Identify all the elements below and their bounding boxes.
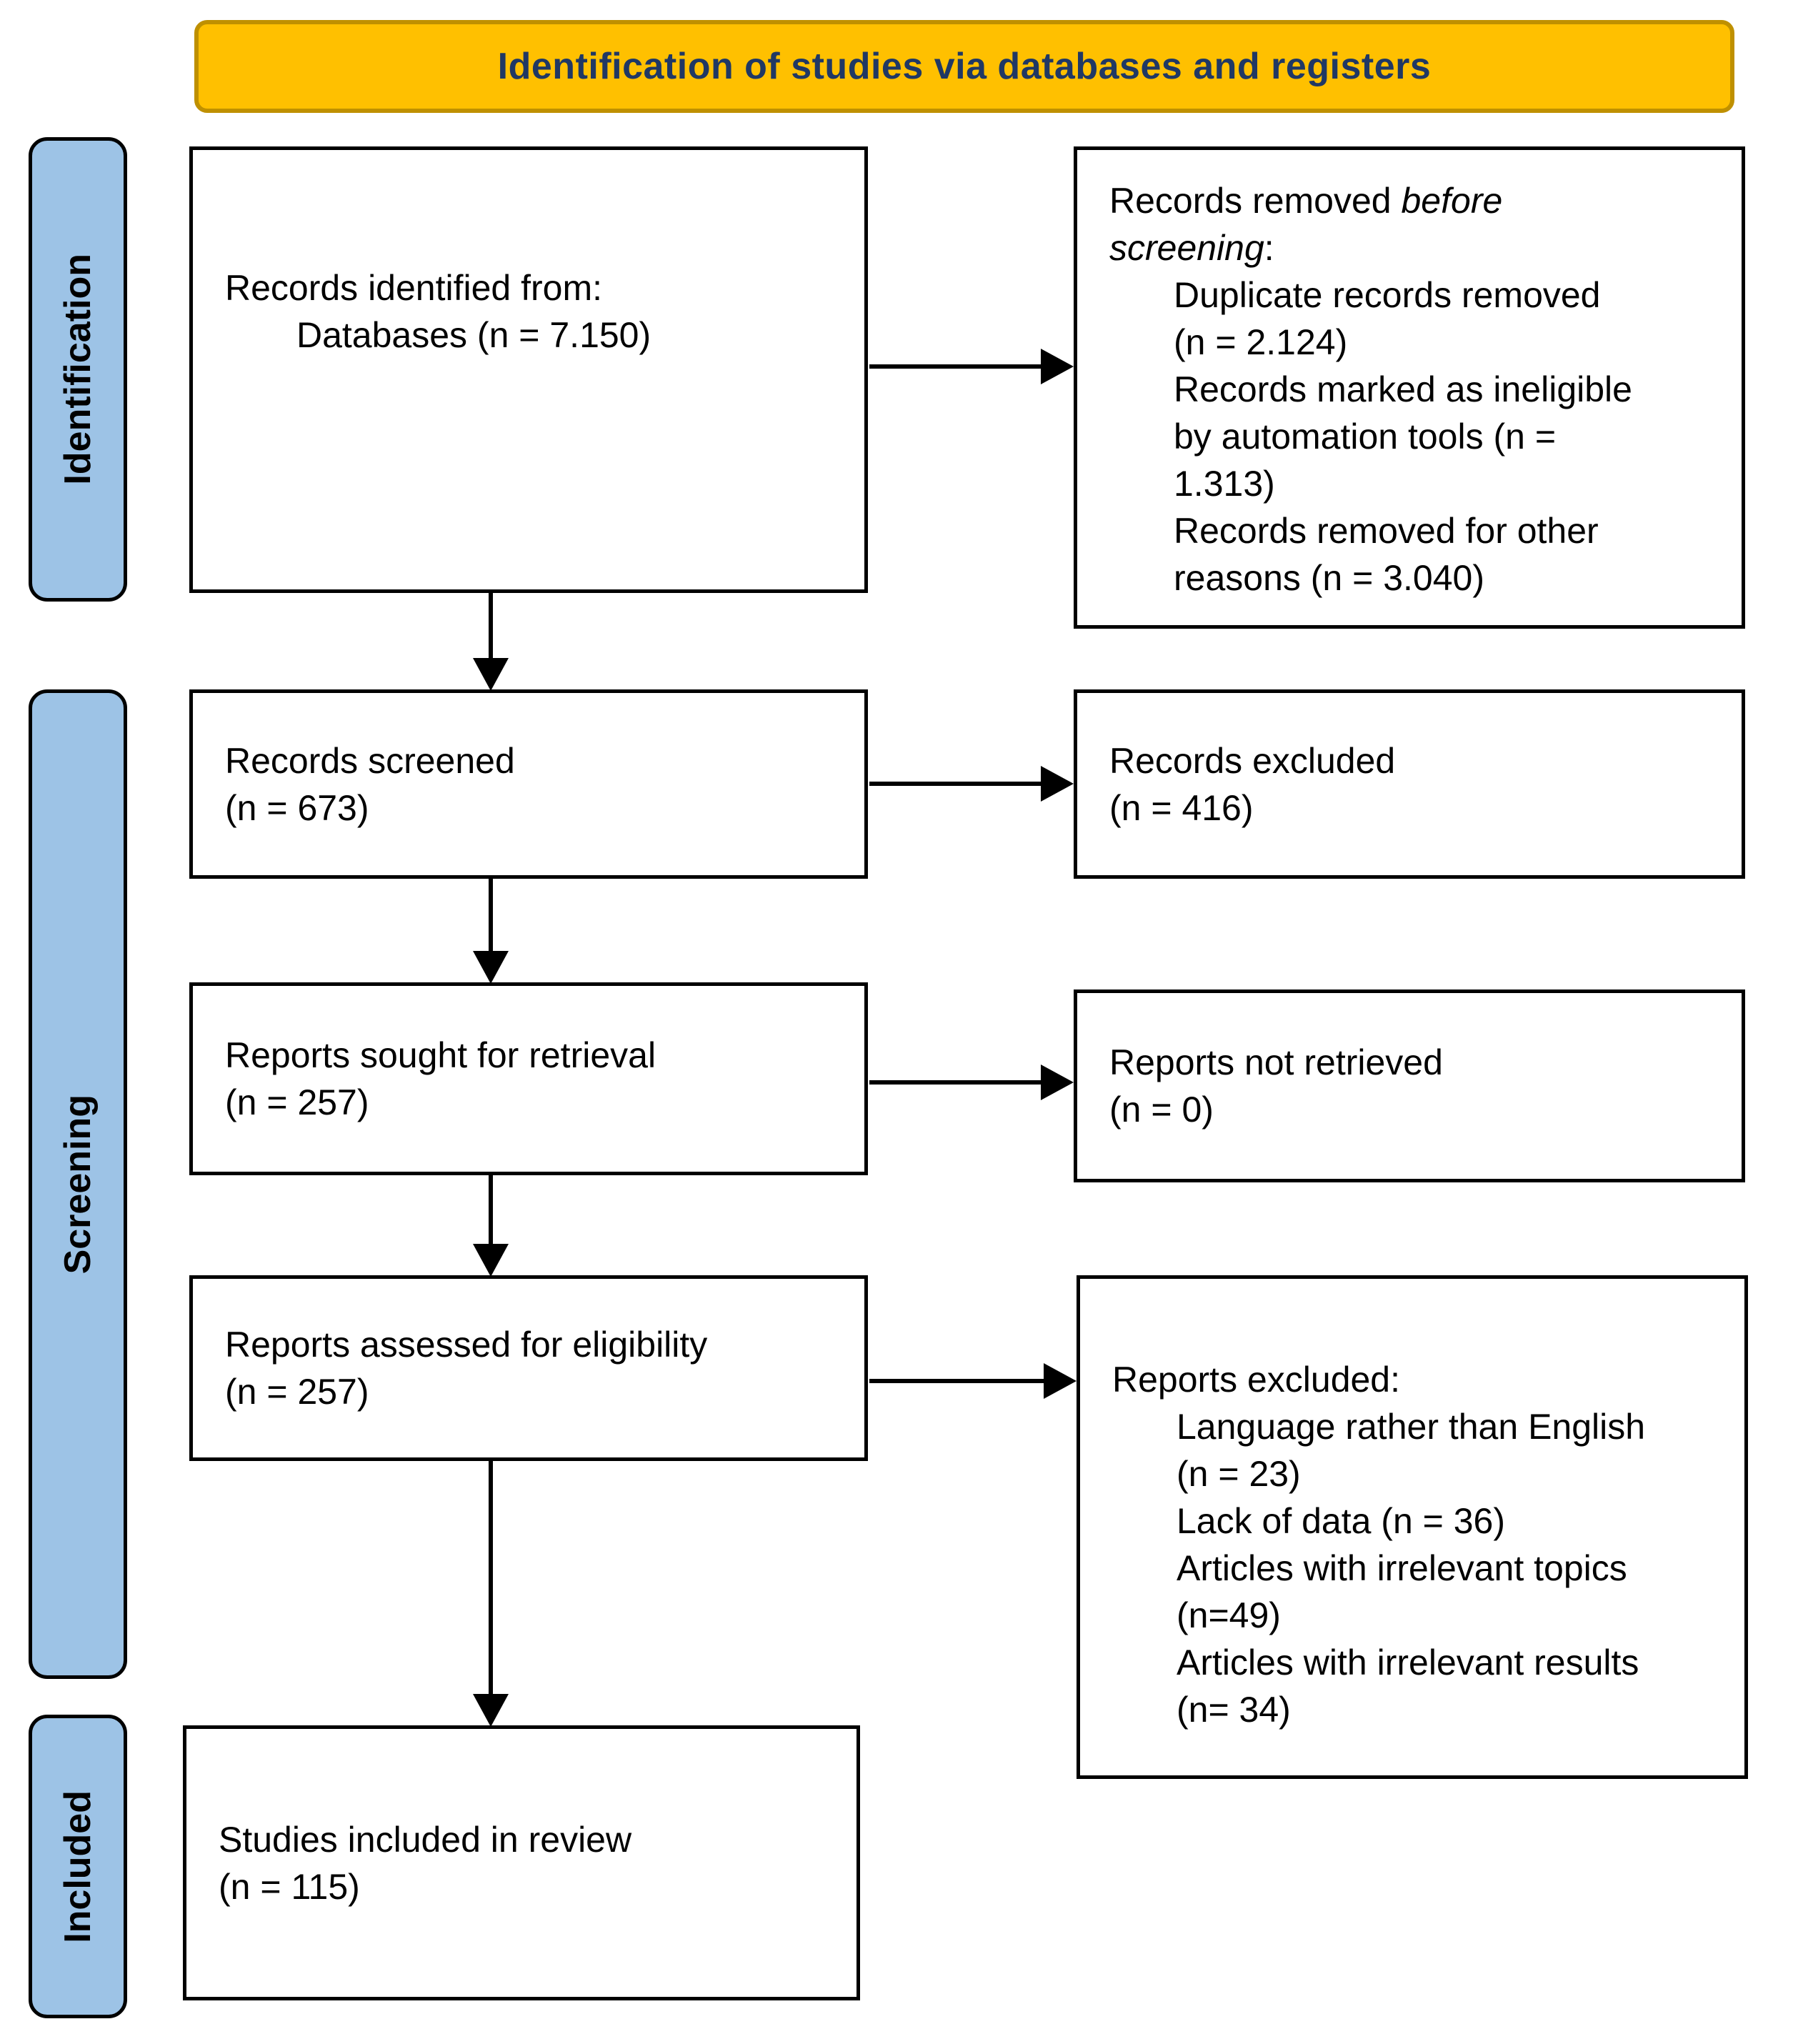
records-identified-source: Databases (n = 7.150)	[296, 315, 651, 355]
reports-sought-count: (n = 257)	[225, 1082, 369, 1122]
arrow-shaft	[869, 1080, 1041, 1085]
arrow-screened-to-excluded	[869, 766, 1074, 802]
box-records-excluded	[1074, 689, 1745, 879]
reports-assessed-line1: Reports assessed for eligibility	[225, 1325, 708, 1365]
arrow-sought-to-not-retrieved	[869, 1065, 1074, 1100]
studies-included-line1: Studies included in review	[219, 1819, 632, 1860]
records-removed-item-duplicates: Duplicate records removed (n = 2.124)	[1174, 275, 1601, 362]
records-removed-title-suffix: :	[1264, 228, 1274, 268]
records-removed-title-italic: before screening	[1109, 181, 1503, 268]
arrow-shaft	[489, 1461, 493, 1694]
arrow-head-icon	[473, 1244, 509, 1277]
box-reports-sought	[189, 982, 868, 1175]
arrow-head-icon	[473, 951, 509, 984]
box-reports-not-retrieved	[1074, 989, 1745, 1182]
diagram-title: Identification of studies via databases and registers	[497, 46, 1432, 87]
records-screened-count: (n = 673)	[225, 787, 369, 828]
stage-label-identification-text: Identification	[57, 254, 99, 485]
records-removed-title-prefix: Records removed	[1109, 181, 1402, 221]
arrow-assessed-to-reports-excluded	[869, 1363, 1077, 1399]
arrow-shaft	[489, 879, 493, 951]
records-identified-title: Records identified from:	[225, 268, 603, 308]
arrow-head-icon	[473, 658, 509, 691]
arrow-shaft	[869, 782, 1041, 786]
records-excluded-count: (n = 416)	[1109, 787, 1254, 828]
arrow-head-icon	[1041, 1065, 1074, 1100]
box-records-identified	[189, 146, 868, 593]
box-records-screened	[189, 689, 868, 879]
studies-included-count: (n = 115)	[219, 1866, 360, 1907]
box-reports-excluded	[1077, 1275, 1748, 1779]
records-removed-title	[1077, 177, 1634, 271]
title-banner	[194, 20, 1734, 113]
box-reports-assessed	[189, 1275, 868, 1461]
arrow-shaft	[489, 593, 493, 658]
stage-label-screening	[29, 689, 127, 1679]
reports-excluded-item-irrelevant-results: Articles with irrelevant results (n= 34)	[1177, 1642, 1639, 1730]
stage-label-included-text: Included	[57, 1790, 99, 1943]
reports-sought-line1: Reports sought for retrieval	[225, 1035, 656, 1075]
records-excluded-line1: Records excluded	[1109, 740, 1396, 781]
box-studies-included	[183, 1725, 860, 2000]
stage-label-included	[29, 1715, 127, 2018]
reports-excluded-item-irrelevant-topics: Articles with irrelevant topics (n=49)	[1177, 1548, 1627, 1635]
arrow-head-icon	[1041, 349, 1074, 384]
reports-excluded-item-lack-of-data: Lack of data (n = 36)	[1177, 1501, 1506, 1541]
arrow-identified-to-removed	[869, 349, 1074, 384]
arrow-assessed-to-included	[473, 1461, 509, 1727]
arrow-sought-to-assessed	[473, 1175, 509, 1277]
arrow-head-icon	[473, 1694, 509, 1727]
reports-excluded-title: Reports excluded:	[1112, 1360, 1401, 1400]
reports-not-retrieved-line1: Reports not retrieved	[1109, 1042, 1443, 1082]
records-removed-item-other: Records removed for other reasons (n = 3.040)	[1174, 511, 1599, 598]
arrow-shaft	[489, 1175, 493, 1244]
arrow-head-icon	[1044, 1363, 1077, 1399]
arrow-shaft	[869, 1379, 1044, 1383]
stage-label-screening-text: Screening	[57, 1094, 99, 1275]
records-removed-item-automation: Records marked as ineligible by automation tools (n = 1.313)	[1174, 369, 1632, 504]
arrow-identified-to-screened	[473, 593, 509, 691]
box-records-removed	[1074, 146, 1745, 629]
arrow-shaft	[869, 364, 1041, 369]
arrow-screened-to-sought	[473, 879, 509, 984]
arrow-head-icon	[1041, 766, 1074, 802]
reports-assessed-count: (n = 257)	[225, 1372, 369, 1412]
stage-label-identification	[29, 137, 127, 602]
records-screened-line1: Records screened	[225, 740, 515, 781]
reports-excluded-item-language: Language rather than English (n = 23)	[1177, 1407, 1646, 1494]
reports-not-retrieved-count: (n = 0)	[1109, 1090, 1214, 1130]
